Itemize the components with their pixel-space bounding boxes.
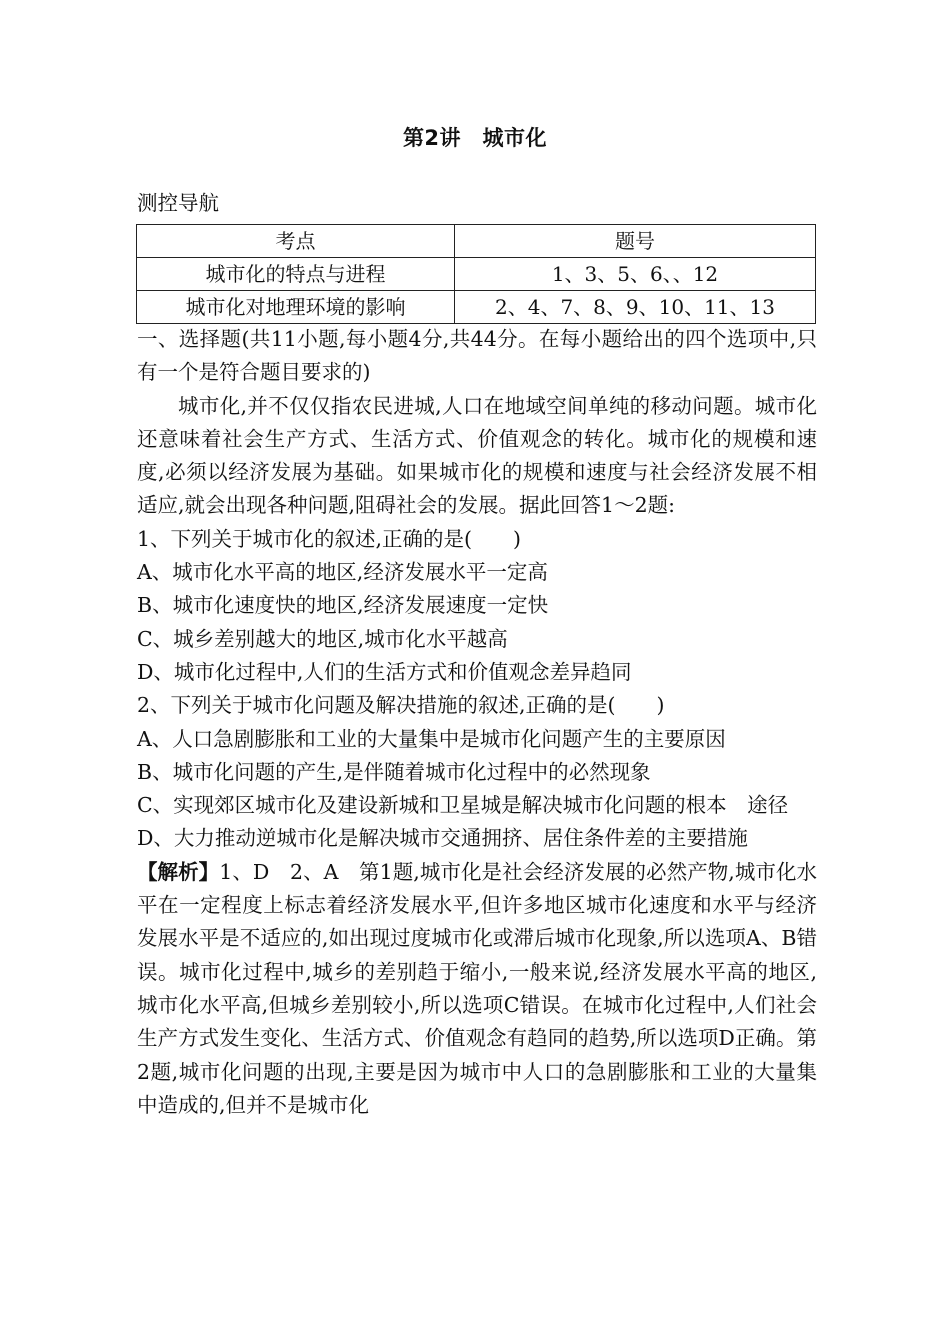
- answer-option: A、城市化水平高的地区,经济发展水平一定高: [137, 560, 548, 585]
- table-row: [137, 291, 816, 324]
- table-header-cell: 考点: [137, 225, 455, 258]
- analysis-text: 1、D 2、A 第1题,城市化是社会经济发展的必然产物,城市化水平在一定程度上标志着经济发展水平,但许多地区城市化速度和水平与经济发展水平是不适应的,如出现过度城市化或滞后城市化现象,所以选项A、B错误。城市化过程中,城乡的差别趋于缩小,一般来说,经济发展水平高的地区,城市化水平高,但城乡差别较小,所以选项C错误。在城市化过程中,人们社会生产方式发生变化、生活方式、价值观念有趋同的趋势,所以选项D正确。第2题,城市化问题的出现,主要是因为城市中人口的急剧膨胀和工业的大量集中造成的,但并不是城市化: [137, 859, 818, 1117]
- instructions: 一、选择题(共11小题,每小题4分,共44分。在每小题给出的四个选项中,只有一个是符合题目要求的): [137, 327, 817, 385]
- question-stem: 2、下列关于城市化问题及解决措施的叙述,正确的是( ): [137, 693, 665, 718]
- section-label: 测控导航: [137, 191, 219, 215]
- answer-option: C、城乡差别越大的地区,城市化水平越高: [137, 626, 508, 651]
- navigation-table: [136, 224, 816, 324]
- answer-option: D、城市化过程中,人们的生活方式和价值观念差异趋同: [137, 659, 632, 684]
- page-title: 第2讲 城市化: [402, 126, 548, 150]
- table-cell: 城市化对地理环境的影响: [137, 291, 455, 324]
- answer-option: A、人口急剧膨胀和工业的大量集中是城市化问题产生的主要原因: [137, 726, 726, 751]
- answer-option: B、城市化问题的产生,是伴随着城市化过程中的必然现象: [137, 759, 651, 784]
- table-header-cell: 题号: [455, 225, 816, 258]
- table-cell: 1、3、5、6、、12: [455, 258, 816, 291]
- answer-option: B、城市化速度快的地区,经济发展速度一定快: [137, 593, 549, 618]
- table-cell: 2、4、7、8、9、10、11、13: [455, 291, 816, 324]
- passage: 城市化,并不仅仅指农民进城,人口在地域空间单纯的移动问题。城市化还意味着社会生产方式、生活方式、价值观念的转化。城市化的规模和速度,必须以经济发展为基础。如果城市化的规模和速度与社会经济发展不相适应,就会出现各种问题,阻碍社会的发展。据此回答1～2题:: [137, 393, 817, 518]
- document-body: [137, 323, 817, 1122]
- analysis-paragraph: [137, 856, 817, 1122]
- table-header-row: [137, 225, 816, 258]
- answer-option: D、大力推动逆城市化是解决城市交通拥挤、居住条件差的主要措施: [137, 826, 748, 851]
- table-row: [137, 258, 816, 291]
- analysis-label: 【解析】: [137, 859, 220, 884]
- question-stem: 1、下列关于城市化的叙述,正确的是( ): [137, 526, 522, 551]
- answer-option: C、实现郊区城市化及建设新城和卫星城是解决城市化问题的根本 途径: [137, 793, 789, 818]
- table-cell: 城市化的特点与进程: [137, 258, 455, 291]
